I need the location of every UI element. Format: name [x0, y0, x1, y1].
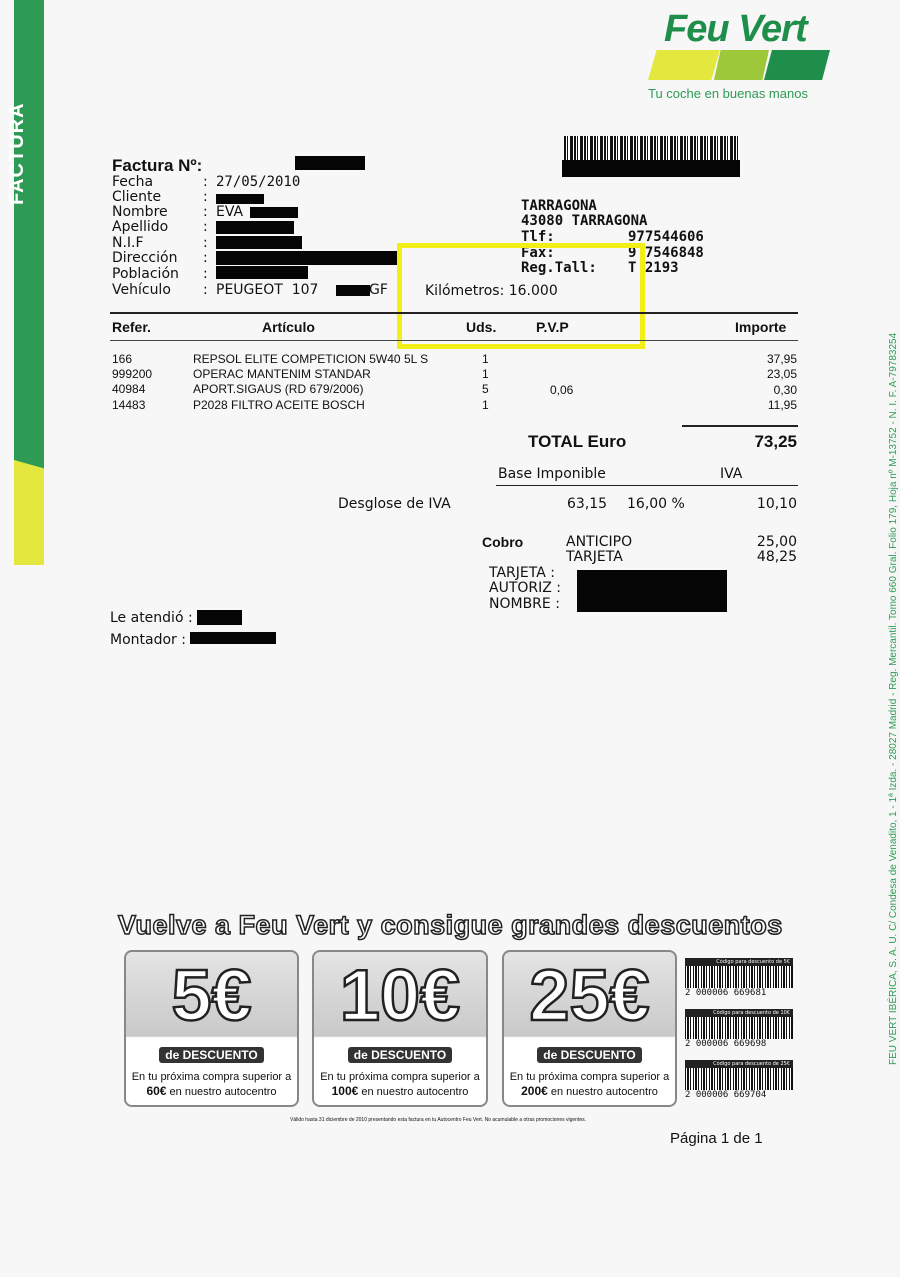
coupon-label: de DESCUENTO	[348, 1047, 452, 1063]
row-articulo: P2028 FILTRO ACEITE BOSCH	[193, 398, 365, 412]
colon: :	[203, 282, 208, 298]
coupon-barcode	[685, 958, 793, 1000]
barcode-number: 2 000006 669681	[685, 988, 767, 998]
coupon-barcode	[685, 1009, 793, 1051]
barcode-header: Código para descuento de 25€	[685, 1060, 793, 1068]
redaction	[295, 156, 365, 170]
redaction	[216, 251, 398, 265]
row-articulo: REPSOL ELITE COMPETICION 5W40 5L S	[193, 352, 429, 366]
redaction	[216, 266, 308, 279]
row-uds: 1	[482, 352, 489, 366]
logo-bar-yellow	[648, 50, 720, 80]
colon: :	[203, 250, 208, 266]
table-top-rule	[110, 312, 798, 314]
coupon-condition: En tu próxima compra superior a	[131, 1071, 292, 1083]
barcode-number: 2 000006 669704	[685, 1090, 767, 1100]
invoice-title: Factura Nº:	[112, 156, 203, 175]
nombre-label: Nombre	[112, 204, 168, 220]
highlight-box	[397, 243, 645, 349]
redaction	[190, 632, 276, 644]
redaction	[216, 236, 302, 249]
coupon-amount: 10€	[339, 956, 461, 1036]
nif-label: N.I.F	[112, 235, 144, 251]
logo-bar-green	[764, 50, 830, 80]
workshop-regtall-value: T 2193	[628, 260, 679, 276]
coupon-25	[502, 950, 677, 1107]
workshop-postal: 43080 TARRAGONA	[521, 213, 648, 229]
nombre-value: EVA	[216, 204, 244, 220]
fecha-value: 27/05/2010	[216, 174, 301, 190]
total-value: 73,25	[754, 432, 797, 451]
coupon-amount: 5€	[171, 956, 252, 1036]
anticipo-label: ANTICIPO	[566, 534, 633, 550]
legal-text: FEU VERT IBÉRICA, S. A. U. C/ Condesa de Venadito, 1 - 1ª Izda. - 28027 Madrid - Reg. Mercantil. Tomo 660 Gral. Folio 179, Hoja nº M-13752 - N. I. F. A-79783254	[888, 332, 899, 1065]
iva-pct: 16,00 %	[627, 496, 685, 512]
row-articulo: APORT.SIGAUS (RD 679/2006)	[193, 382, 364, 396]
colon: :	[203, 219, 208, 235]
redaction	[216, 194, 264, 204]
coupon-5	[124, 950, 299, 1107]
montador-label: Montador :	[110, 632, 186, 648]
desglose-label: Desglose de IVA	[338, 496, 451, 512]
kilometros: Kilómetros: 16.000	[425, 283, 558, 299]
tarjeta-value: 48,25	[756, 549, 797, 565]
coupon-amount: 25€	[529, 956, 650, 1036]
coupon-barcode	[685, 1060, 793, 1102]
coupon-min: 200€	[521, 1084, 548, 1098]
header-pvp: P.V.P	[536, 319, 569, 335]
base-value: 63,15	[567, 496, 608, 512]
workshop-tlf-value: 977544606	[628, 229, 704, 245]
coupon-condition: En tu próxima compra superior a	[509, 1071, 670, 1083]
colon: :	[203, 204, 208, 220]
coupon-condition-tail: en nuestro autocentro	[550, 1086, 658, 1098]
logo-bar-lime	[714, 50, 769, 80]
barcode-header: Código para descuento de 5€	[685, 958, 793, 966]
workshop-regtall-label: Reg.Tall:	[521, 260, 597, 276]
redaction	[197, 610, 242, 625]
coupon-condition: En tu próxima compra superior a	[320, 1071, 480, 1083]
redaction	[250, 207, 298, 218]
cliente-label: Cliente	[112, 189, 162, 205]
redaction	[577, 570, 727, 612]
total-label: TOTAL Euro	[528, 432, 627, 451]
colon: :	[203, 235, 208, 251]
tarjeta-label: TARJETA	[566, 549, 623, 565]
colon: :	[203, 174, 208, 190]
vehiculo-label: Vehículo	[112, 282, 171, 298]
redaction	[562, 160, 740, 177]
fecha-label: Fecha	[112, 174, 154, 190]
row-ref: 14483	[112, 398, 146, 412]
vat-rule	[496, 485, 798, 486]
row-uds: 1	[482, 367, 489, 381]
header-importe: Importe	[735, 319, 787, 335]
brand-slogan: Tu coche en buenas manos	[648, 86, 808, 101]
barcode-number: 2 000006 669698	[685, 1039, 767, 1049]
total-rule	[682, 425, 798, 427]
row-pvp: 0,06	[550, 383, 574, 397]
side-label: FACTURA	[6, 102, 28, 205]
coupon-min: 100€	[331, 1084, 359, 1098]
promo-fineprint: Válido hasta 31 diciembre de 2010 presentando esta factura en tu Autocentro Feu Vert. No acumulable a otras promociones vigentes.	[290, 1117, 587, 1123]
side-color-strip	[14, 0, 44, 565]
page-number: Página 1 de 1	[670, 1130, 763, 1147]
header-uds: Uds.	[466, 319, 497, 335]
autoriz-field: AUTORIZ :	[489, 580, 562, 596]
row-uds: 1	[482, 398, 489, 412]
iva-label: IVA	[720, 466, 743, 482]
promo-title: Vuelve a Feu Vert y consigue grandes descuentos	[118, 910, 783, 940]
coupon-label: de DESCUENTO	[159, 1047, 263, 1063]
row-importe: 23,05	[766, 367, 797, 381]
row-importe: 11,95	[767, 398, 797, 412]
tarjeta-field: TARJETA :	[489, 565, 555, 581]
apellido-label: Apellido	[112, 219, 169, 235]
row-articulo: OPERAC MANTENIM STANDAR	[193, 367, 371, 381]
workshop-fax-value: 9 7546848	[628, 245, 704, 261]
row-ref: 166	[112, 352, 133, 366]
cobro-label: Cobro	[482, 534, 524, 550]
table-header-rule	[110, 340, 798, 341]
coupon-condition-tail: en nuestro autocentro	[169, 1086, 277, 1098]
row-importe: 37,95	[766, 352, 797, 366]
workshop-tlf-label: Tlf:	[521, 229, 555, 245]
header-articulo: Artículo	[262, 319, 315, 335]
coupon-10	[312, 950, 488, 1107]
colon: :	[203, 189, 208, 205]
atendio-label: Le atendió :	[110, 610, 193, 626]
redaction	[336, 285, 370, 296]
header-refer: Refer.	[112, 319, 151, 335]
direccion-label: Dirección	[112, 250, 178, 266]
row-uds: 5	[482, 382, 489, 396]
workshop-city: TARRAGONA	[521, 198, 597, 214]
poblacion-label: Población	[112, 266, 179, 282]
workshop-fax-label: Fax:	[521, 245, 555, 261]
vehiculo-value: PEUGEOT 107	[216, 282, 319, 298]
coupon-label: de DESCUENTO	[537, 1047, 641, 1063]
iva-value: 10,10	[756, 496, 797, 512]
redaction	[216, 221, 294, 234]
coupon-condition-tail: en nuestro autocentro	[361, 1086, 469, 1098]
vehiculo-plate-tail: GF	[369, 282, 388, 298]
anticipo-value: 25,00	[756, 534, 797, 550]
coupon-min: 60€	[146, 1084, 167, 1098]
barcode-header: Código para descuento de 10€	[685, 1009, 793, 1017]
nombre-field: NOMBRE :	[489, 596, 560, 612]
row-ref: 999200	[112, 367, 153, 381]
colon: :	[203, 266, 208, 282]
row-ref: 40984	[112, 382, 146, 396]
row-importe: 0,30	[773, 383, 797, 397]
base-imponible-label: Base Imponible	[498, 466, 606, 482]
brand-logo: Feu Vert	[664, 8, 807, 50]
